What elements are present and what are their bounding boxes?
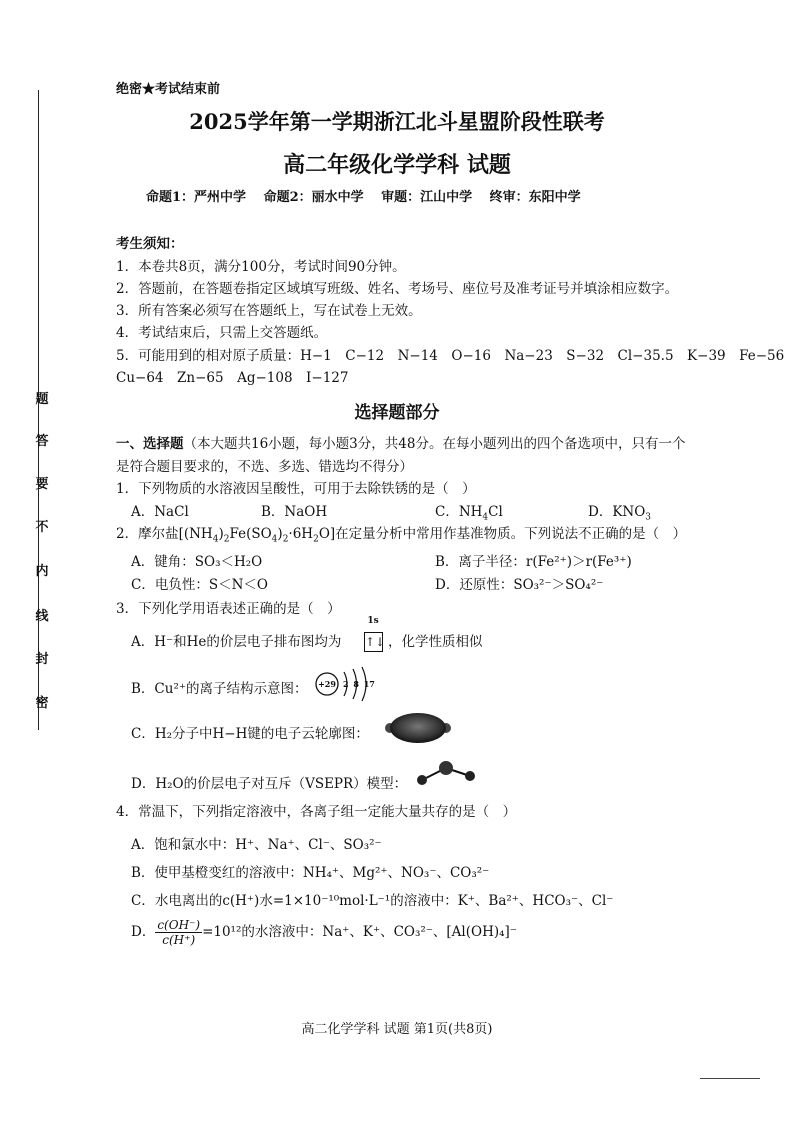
seal-char: 线 xyxy=(35,609,49,624)
seal-char: 答 xyxy=(35,434,49,449)
notice-item: 5．可能用到的相对原子质量：H−1 C−12 N−14 O−16 Na−23 S−32 Cl−35.5 K−39 Fe−56 xyxy=(116,348,785,364)
q4-option-d-label: D． xyxy=(131,924,156,940)
q2-option-b: B．离子半径：r(Fe²⁺)＞r(Fe³⁺) xyxy=(435,554,632,570)
notice-item: 3．所有答案必须写在答题纸上，写在试卷上无效。 xyxy=(116,303,422,319)
q4-option-c: C．水电离出的c(H⁺)水=1×10⁻¹⁰mol·L⁻¹的溶液中：K⁺、Ba²⁺、HCO₃⁻、Cl⁻ xyxy=(131,893,614,909)
footer-scan-mark xyxy=(700,1078,760,1079)
q4-fraction xyxy=(155,918,202,947)
q4-option-d xyxy=(131,918,517,947)
q1-option-a: A．NaCl xyxy=(131,504,189,520)
notice-item: Cu−64 Zn−65 Ag−108 I−127 xyxy=(116,370,349,386)
q2-sub-4: 4 xyxy=(212,534,219,545)
h2o-vsepr-model-icon xyxy=(412,758,480,788)
seal-char: 不 xyxy=(35,520,49,535)
nucleus-charge: +29 xyxy=(318,679,336,689)
section-title: 选择题部分 xyxy=(354,403,440,423)
q3-option-a xyxy=(131,630,341,650)
part-heading xyxy=(116,432,685,452)
q1-option-c-post: Cl xyxy=(488,504,503,520)
q3-option-b: B．Cu²⁺的离子结构示意图： xyxy=(131,681,308,697)
q2-stem: 2．摩尔盐$[(NH_4)_2Fe(SO_4)_2\cdot 6H_2O]$在定量分析中常用作基准物质。下列说法不正确的是（ ） xyxy=(116,526,687,545)
q4-stem: 4．常温下，下列指定溶液中，各离子组一定能大量共存的是（ ） xyxy=(116,804,517,820)
q1-option-c xyxy=(435,500,503,523)
q3-option-c: C．H₂分子中H−H键的电子云轮廓图： xyxy=(131,726,369,742)
seal-char: 密 xyxy=(35,696,49,711)
q2-option-d: D．还原性：SO₃²⁻＞SO₄²⁻ xyxy=(435,577,604,593)
q1-option-d-pre: D．KNO xyxy=(588,504,646,520)
q1-option-d-sub: 3 xyxy=(645,512,652,523)
q2-stem-pre: 2．摩尔盐[(NH xyxy=(116,526,213,542)
seal-char: 题 xyxy=(35,392,49,407)
q2-sub-4b: 4 xyxy=(271,534,278,545)
q2-option-a: A．键角：SO₃＜H₂O xyxy=(131,554,263,570)
q2-stem-mid2: ·6H xyxy=(288,526,314,542)
shell-electrons: 2 8 17 xyxy=(343,679,375,689)
part-description-2: 是符合题目要求的，不选、多选、错选均不得分） xyxy=(116,459,413,475)
q2-sub-2b: 2 xyxy=(282,534,289,545)
seal-char: 封 xyxy=(35,652,49,667)
exam-title: 2025学年第一学期浙江北斗星盟阶段性联考 xyxy=(189,109,605,134)
seal-char: 内 xyxy=(35,564,49,579)
notice-item: 2．答题前，在答题卷指定区域填写班级、姓名、考场号、座位号及准考证号并填涂相应数字。 xyxy=(116,281,679,297)
q4-option-a: A．饱和氯水中：H⁺、Na⁺、Cl⁻、SO₃²⁻ xyxy=(131,837,382,853)
q1-option-b: B．NaOH xyxy=(261,504,328,520)
q2-stem-mid: Fe(SO xyxy=(229,526,272,542)
q2-sub-2c: 2 xyxy=(313,534,319,545)
notice-item: 4．考试结束后，只需上交答题纸。 xyxy=(116,325,328,341)
orbital-label: 1s xyxy=(367,616,379,626)
q3-option-d: D．H₂O的价层电子对互斥（VSEPR）模型： xyxy=(131,776,408,792)
page-footer: 高二化学学科 试题 第1页(共8页) xyxy=(301,1022,493,1037)
q2-option-c: C．电负性：S＜N＜O xyxy=(131,577,268,593)
authors-line: 命题1：严州中学 命题2：丽水中学 审题：江山中学 终审：东阳中学 xyxy=(146,190,581,205)
q2-stem-post: O]在定量分析中常用作基准物质。下列说法不正确的是（ ） xyxy=(318,526,687,542)
q1-option-c-pre: C．NH xyxy=(435,504,483,520)
orbital-box: ↑↓ xyxy=(364,632,383,652)
q2-sub-2: 2 xyxy=(223,534,230,545)
confidential-mark: 绝密★考试结束前 xyxy=(116,82,221,97)
seal-char: 要 xyxy=(35,477,49,492)
q3-option-a-pre: A．H⁻和He的价层电子排布图均为 xyxy=(131,634,342,650)
exam-subtitle: 高二年级化学学科 试题 xyxy=(283,152,511,178)
h2-electron-cloud-icon xyxy=(378,710,458,746)
notice-heading: 考生须知： xyxy=(116,236,184,252)
q4-option-b: B．使甲基橙变红的溶液中：NH₄⁺、Mg²⁺、NO₃⁻、CO₃²⁻ xyxy=(131,865,490,881)
q4-option-d-post: =10¹²的水溶液中：Na⁺、K⁺、CO₃²⁻、[Al(OH)₄]⁻ xyxy=(202,924,517,940)
q3-stem: 3．下列化学用语表述正确的是（ ） xyxy=(116,601,341,617)
part-description: （本大题共16小题，每小题3分，共48分。在每小题列出的四个备选项中，只有一个 xyxy=(183,436,686,452)
q1-option-d xyxy=(588,500,652,523)
q1-option-c-sub: 4 xyxy=(482,512,489,523)
q1-stem: 1．下列物质的水溶液因呈酸性，可用于去除铁锈的是（ ） xyxy=(116,481,476,497)
notice-item: 1．本卷共8页，满分100分，考试时间90分钟。 xyxy=(116,259,406,275)
part-heading-label: 一、选择题 xyxy=(116,436,184,452)
q4-fraction-num: c(OH⁻) xyxy=(157,918,201,932)
q3-option-a-post: ，化学性质相似 xyxy=(388,634,483,650)
q4-fraction-den: c(H⁺) xyxy=(162,933,196,947)
